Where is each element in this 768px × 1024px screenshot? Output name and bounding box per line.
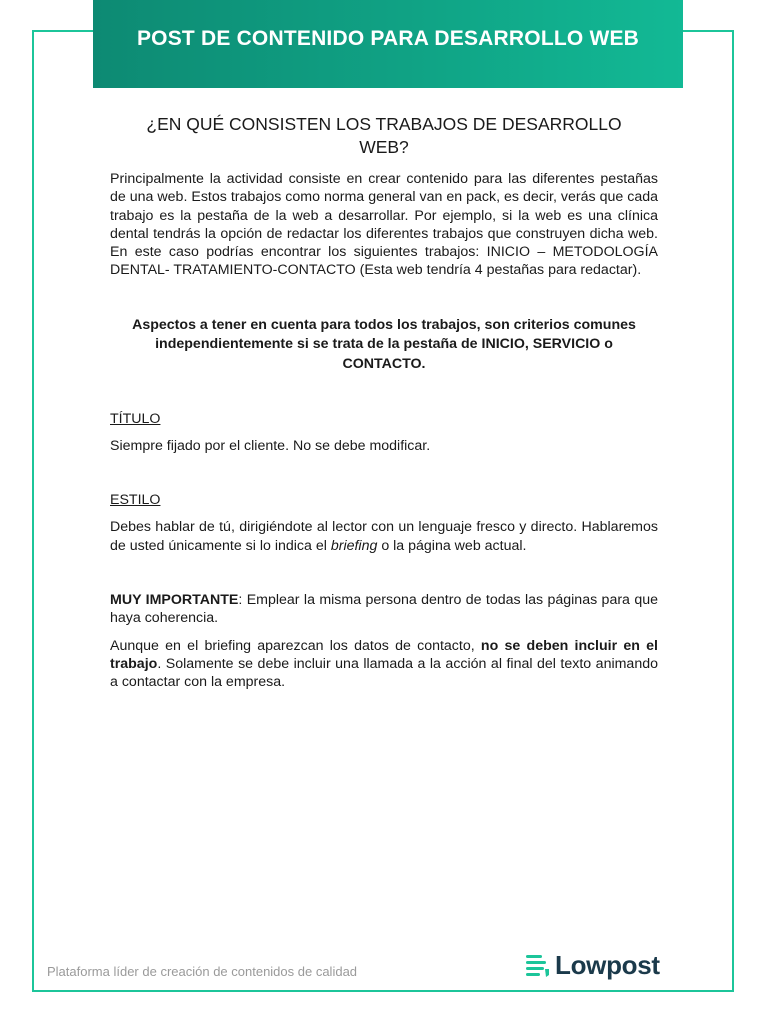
- estilo-text-part-2: o la página web actual.: [377, 537, 527, 554]
- important-text: : Emplear la misma persona dentro de todas las páginas para que haya coherencia.: [110, 592, 658, 627]
- important-label: MUY IMPORTANTE: [110, 592, 239, 609]
- estilo-text-briefing: briefing: [330, 537, 378, 554]
- contact-text-bold: no se deben incluir en el trabajo: [110, 637, 658, 672]
- titulo-heading: TÍTULO: [110, 410, 161, 427]
- important-paragraph: [110, 591, 658, 628]
- lowpost-logo-text: Lowpost: [555, 949, 660, 980]
- page-title: POST DE CONTENIDO PARA DESARROLLO WEB: [136, 27, 640, 50]
- aspects-note: Aspectos a tener en cuenta para todos los trabajos, son criterios comunes independientemente si se trata de la pestaña de INICIO, SERVICIO o CONTACTO.: [132, 316, 636, 372]
- contact-paragraph: [110, 637, 658, 692]
- section-heading: ¿EN QUÉ CONSISTEN LOS TRABAJOS DE DESARROLLO WEB?: [146, 114, 622, 157]
- estilo-heading: ESTILO: [110, 492, 161, 509]
- contact-text-part-1: Aunque en el briefing aparezcan los datos de contacto,: [110, 637, 481, 654]
- lowpost-logo-icon: [525, 953, 551, 977]
- estilo-text-part-1: Debes hablar de tú, dirigiéndote al lector con un lenguaje fresco y directo. Hablaremos de usted únicamente si lo indica el: [110, 519, 658, 554]
- contact-text-part-2: . Solamente se debe incluir una llamada a la acción al final del texto animando a contactar con la empresa.: [110, 655, 658, 691]
- intro-paragraph: Principalmente la actividad consiste en crear contenido para las diferentes pestañas de una web. Estos trabajos como norma general van en pack, es decir, verás que cada trabajo es la pestaña de la web a desarrollar. Por ejemplo, si la web es una clínica dental tendrás la opción de redactar los diferentes trabajos que construyen dicha web. En este caso podrías encontrar los siguientes trabajos: INICIO – METODOLOGÍA DENTAL- TRATAMIENTO-CONTACTO (Esta web tendría 4 pestañas para redactar).: [110, 171, 658, 279]
- header-banner: [93, 0, 683, 88]
- estilo-text: [110, 518, 658, 555]
- lowpost-logo: [525, 950, 660, 980]
- titulo-text: Siempre fijado por el cliente. No se debe modificar.: [110, 437, 431, 454]
- footer-tagline: Plataforma líder de creación de contenidos de calidad: [47, 964, 358, 979]
- document-body: [110, 113, 658, 692]
